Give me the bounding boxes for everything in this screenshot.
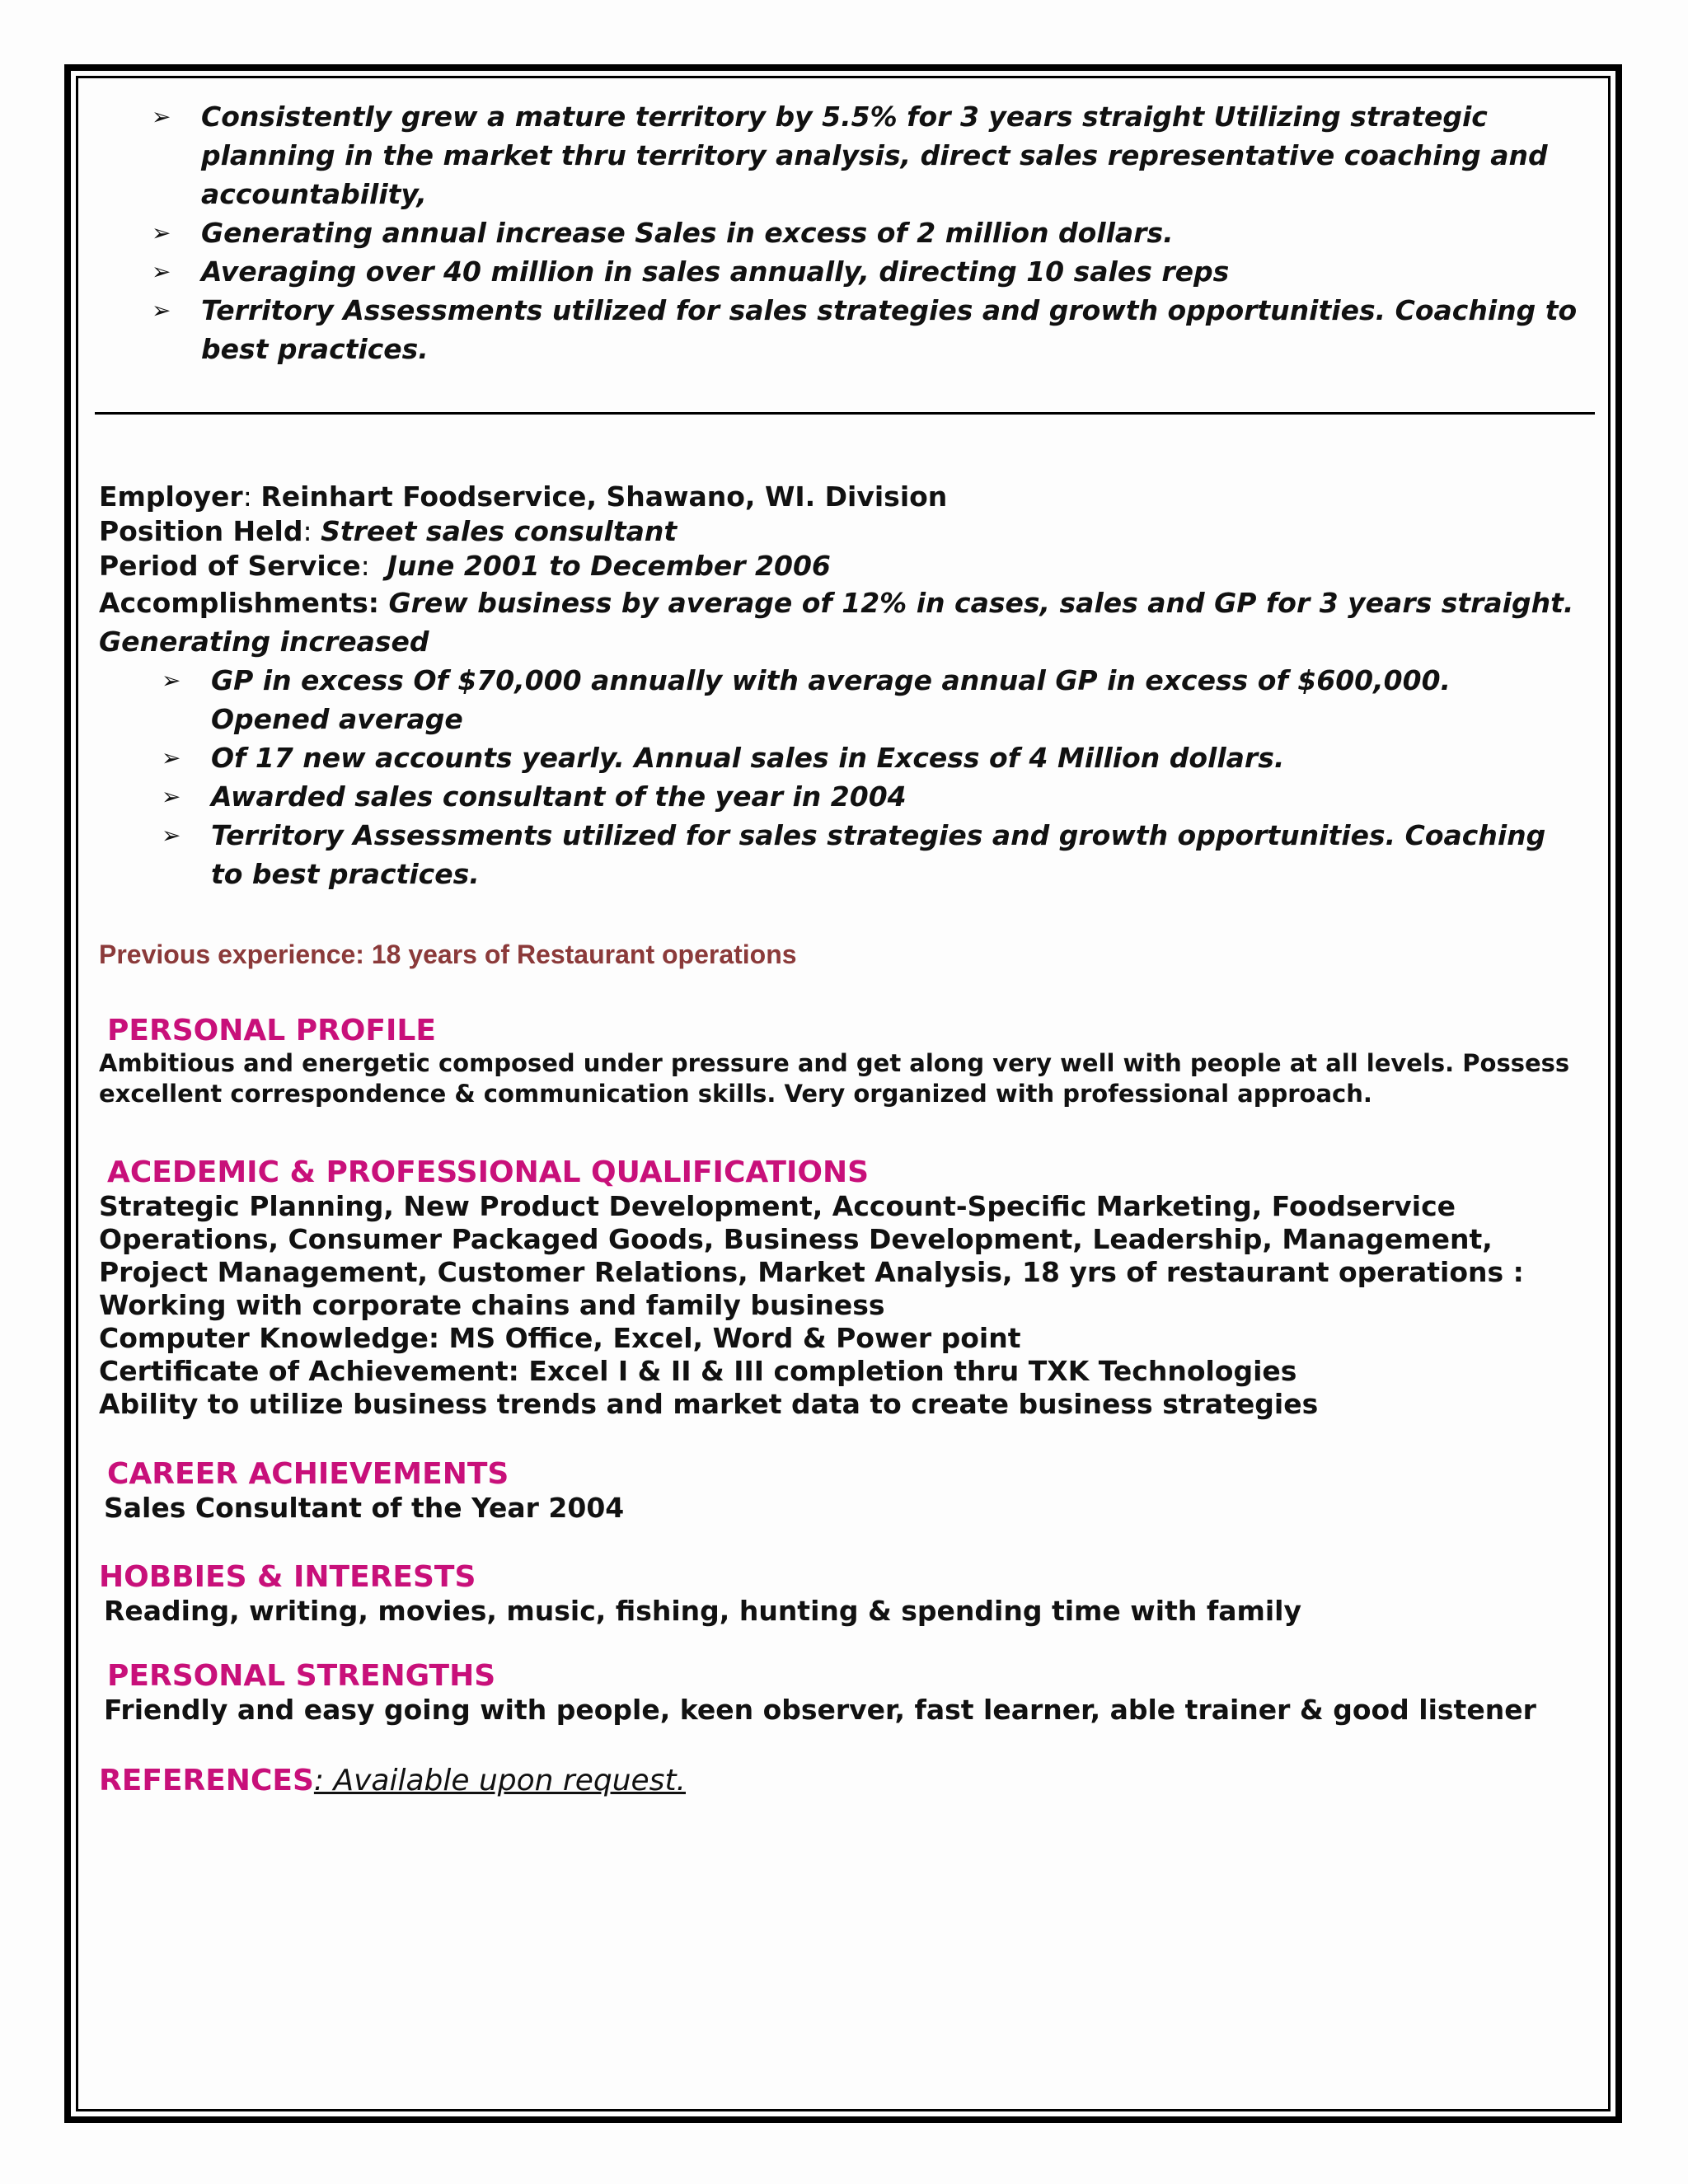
- qualifications-line: Ability to utilize business trends and market data to create business strategies: [99, 1388, 1319, 1420]
- list-item: ➢ Of 17 new accounts yearly. Annual sales in Excess of 4 Million dollars.: [0, 738, 1574, 777]
- personal-profile-section: [99, 1014, 1599, 1109]
- top-bullet-list: [97, 97, 1597, 368]
- list-item: ➢ Averaging over 40 million in sales annually, directing 10 sales reps: [97, 252, 1594, 291]
- accomplishments-value: Grew business by average of 12% in cases, sales and GP for 3 years straight. Generating increased: [99, 587, 1574, 658]
- period-value: June 2001 to December 2006: [387, 550, 831, 582]
- list-item: ➢ Generating annual increase Sales in excess of 2 million dollars.: [97, 213, 1594, 252]
- personal-profile-heading: PERSONAL PROFILE: [107, 1014, 436, 1047]
- section-divider: [95, 412, 1595, 415]
- list-item: ➢ Territory Assessments utilized for sales strategies and growth opportunities. Coaching to best practices.: [0, 816, 1574, 893]
- arrow-bullet-icon: ➢: [152, 258, 171, 285]
- period-label: Period of Service: [99, 550, 361, 582]
- arrow-bullet-icon: ➢: [152, 103, 171, 130]
- accomplishments-label: Accomplishments:: [99, 587, 379, 619]
- position-line: Position Held: Street sales consultant: [99, 515, 678, 547]
- references-value: : Available upon request.: [313, 1764, 686, 1797]
- arrow-bullet-icon: ➢: [152, 297, 171, 324]
- hobbies-text: Reading, writing, movies, music, fishing, hunting & spending time with family: [104, 1595, 1301, 1627]
- employer-value: Reinhart Foodservice, Shawano, WI. Division: [260, 480, 948, 513]
- arrow-bullet-icon: ➢: [162, 783, 181, 810]
- career-section: [99, 1457, 1599, 1525]
- employer-label: Employer: [99, 480, 243, 513]
- career-heading: CAREER ACHIEVEMENTS: [107, 1457, 509, 1491]
- list-item: ➢ Territory Assessments utilized for sales strategies and growth opportunities. Coaching to best practices.: [97, 291, 1594, 368]
- qualifications-line: Computer Knowledge: MS Office, Excel, Word & Power point: [99, 1322, 1021, 1354]
- references-section: [99, 1764, 1599, 1797]
- period-line: Period of Service: June 2001 to December 2006: [99, 550, 831, 582]
- career-text: Sales Consultant of the Year 2004: [104, 1492, 625, 1524]
- previous-experience: Previous experience: 18 years of Restaurant operations: [99, 940, 797, 969]
- qualifications-section: [99, 1155, 1599, 1421]
- arrow-bullet-icon: ➢: [162, 744, 181, 771]
- arrow-bullet-icon: ➢: [152, 219, 171, 246]
- top-bullets-section: [97, 97, 1597, 368]
- list-item: ➢ Awarded sales consultant of the year in 2004: [0, 777, 1574, 816]
- hobbies-heading: HOBBIES & INTERESTS: [99, 1560, 476, 1594]
- arrow-bullet-icon: ➢: [162, 667, 181, 694]
- qualifications-line: Strategic Planning, New Product Development, Account-Specific Marketing, Foodservice Operations, Consumer Packaged Goods, Business Development, Leadership, Management, Project Management, Customer Relations, Market Analysis, 18 yrs of restaurant operations : Working with corporate chains and family business: [99, 1190, 1524, 1321]
- hobbies-section: [99, 1560, 1599, 1628]
- qualifications-heading: ACEDEMIC & PROFESSIONAL QUALIFICATIONS: [107, 1155, 870, 1189]
- arrow-bullet-icon: ➢: [162, 822, 181, 849]
- qualifications-line: Certificate of Achievement: Excel I & II & III completion thru TXK Technologies: [99, 1355, 1297, 1387]
- employment-entry: [99, 480, 1599, 893]
- position-label: Position Held: [99, 515, 303, 547]
- list-item: ➢ Consistently grew a mature territory by 5.5% for 3 years straight Utilizing strategic planning in the market thru territory analysis, direct sales representative coaching and accountability,: [97, 97, 1594, 213]
- strengths-heading: PERSONAL STRENGTHS: [107, 1659, 496, 1693]
- position-value: Street sales consultant: [321, 515, 678, 547]
- personal-profile-text: Ambitious and energetic composed under pressure and get along very well with people at all levels. Possess excellent correspondence & communication skills. Very organized with professional approach.: [99, 1049, 1570, 1108]
- employer-line: Employer: Reinhart Foodservice, Shawano, WI. Division: [99, 480, 948, 513]
- references-label: REFERENCES: [99, 1764, 314, 1797]
- strengths-text: Friendly and easy going with people, keen observer, fast learner, able trainer & good listener: [104, 1694, 1536, 1726]
- list-item: ➢ GP in excess Of $70,000 annually with average annual GP in excess of $600,000. Opened average: [0, 661, 1574, 738]
- accomplishment-bullet-list: [0, 661, 1599, 893]
- strengths-section: [99, 1659, 1599, 1727]
- accomplishments-line: [99, 583, 1599, 661]
